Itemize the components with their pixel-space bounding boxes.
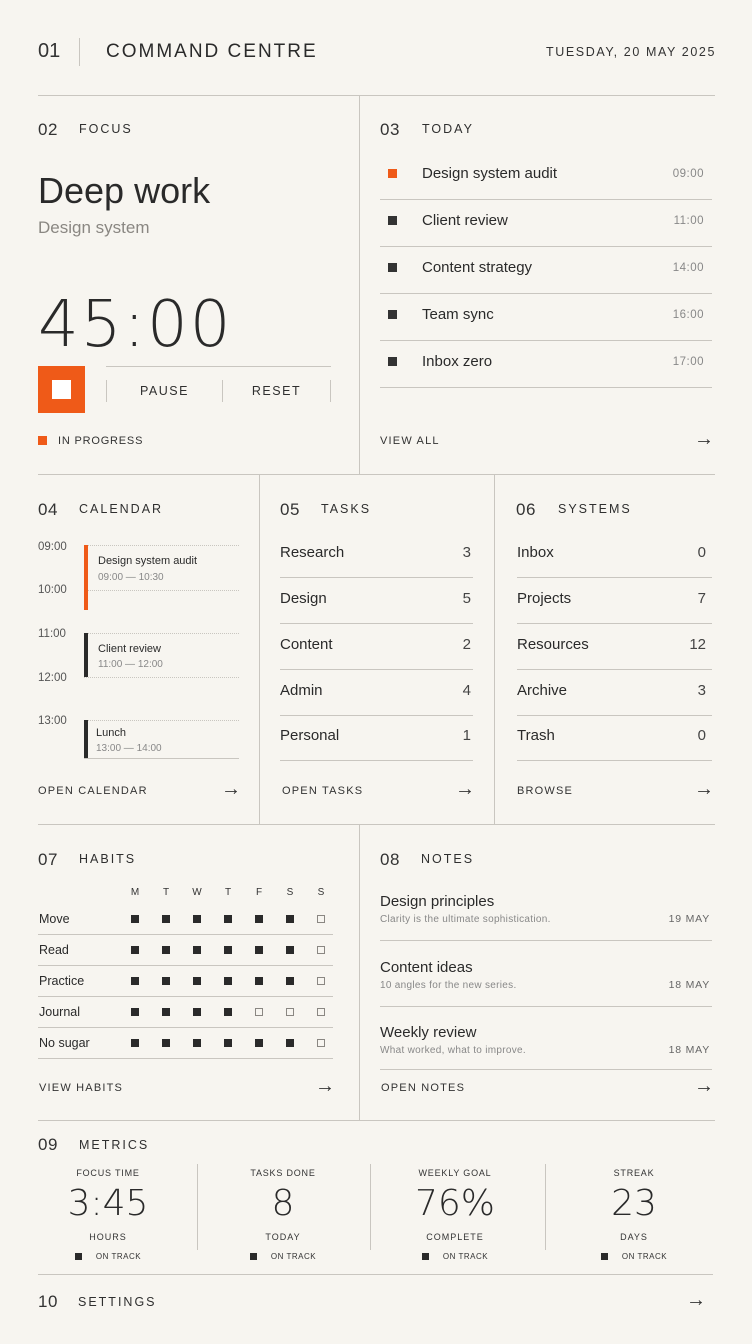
calendar-event-title: Lunch [96,727,126,739]
calendar-hour: 12:00 [38,672,67,684]
note-item[interactable] [380,959,712,1007]
metric-unit: HOURS [89,1232,127,1242]
settings-label[interactable]: SETTINGS [78,1295,157,1309]
note-snippet: What worked, what to improve. [380,1045,526,1056]
status-indicator [38,436,47,445]
metric-status [38,1252,178,1261]
active-marker-icon [388,169,397,178]
system-label: Inbox [517,544,554,561]
today-item-label: Client review [422,212,508,229]
habit-check-cell[interactable] [224,915,232,923]
metric-label: TASKS DONE [250,1168,316,1178]
habit-check-cell[interactable] [286,1039,294,1047]
system-label: Projects [517,590,572,607]
note-title: Weekly review [380,1024,477,1041]
today-item-time: 17:00 [672,356,704,368]
habit-check-cell[interactable] [131,915,139,923]
metric-status-label: ON TRACK [270,1252,317,1261]
open-tasks-link[interactable]: OPEN TASKS [282,785,364,797]
note-item[interactable] [380,1024,712,1070]
divider [545,1164,546,1250]
divider [330,380,331,402]
reset-button[interactable]: RESET [251,384,302,398]
habit-check-cell[interactable] [162,946,170,954]
metric-label: WEEKLY GOAL [418,1168,492,1178]
weekday-label: S [317,887,325,898]
hour-gridline [84,590,239,591]
system-count: 7 [697,590,706,607]
browse-link[interactable]: BROWSE [517,785,574,797]
calendar-hour: 09:00 [38,541,67,553]
today-item[interactable] [380,294,712,341]
metric-focus-time [38,1168,178,1261]
section-number: 02 [38,120,58,139]
system-label: Archive [517,682,568,699]
marker-icon [388,310,397,319]
metric-label: STREAK [613,1168,655,1178]
divider [38,1274,713,1275]
habit-check-cell[interactable] [131,1008,139,1016]
section-number: 04 [38,500,58,519]
focus-title: Deep work [38,170,211,211]
divider [38,474,715,475]
divider [259,475,260,824]
task-category-label: Design [280,590,327,607]
metric-value: 3:45 [67,1183,149,1224]
task-count: 5 [462,590,471,607]
task-category-row[interactable] [280,715,473,761]
today-item-label: Inbox zero [422,353,493,370]
section-number: 08 [380,850,400,869]
system-count: 3 [697,682,706,699]
today-item[interactable] [380,247,712,294]
system-row[interactable] [517,532,712,578]
weekday-label: F [255,887,263,898]
habit-check-cell[interactable] [255,946,263,954]
metric-status [564,1252,704,1261]
note-title: Content ideas [380,959,473,976]
section-number: 09 [38,1135,58,1154]
task-category-row[interactable] [280,578,473,624]
task-category-label: Personal [280,727,340,744]
habit-check-cell[interactable] [193,1008,201,1016]
arrow-right-icon[interactable]: → [315,1075,335,1097]
note-item[interactable] [380,893,712,941]
today-item-label: Design system audit [422,165,558,182]
arrow-right-icon[interactable]: → [694,778,714,800]
calendar-event-time: 13:00 — 14:00 [96,743,162,754]
task-category-row[interactable] [280,532,473,578]
habit-check-cell[interactable] [286,1008,294,1016]
habit-label: Journal [39,1005,80,1019]
section-number: 07 [38,850,58,869]
metric-status [385,1252,525,1261]
open-notes-link[interactable]: OPEN NOTES [381,1082,466,1094]
status-label: IN PROGRESS [58,435,144,447]
section-title: CALENDAR [79,502,164,516]
stop-icon [52,380,71,399]
note-snippet: Clarity is the ultimate sophistication. [380,914,551,925]
habit-check-cell[interactable] [162,1039,170,1047]
status-square-icon [601,1253,608,1260]
system-label: Resources [517,636,589,653]
section-title: NOTES [421,852,475,866]
status-square-icon [75,1253,82,1260]
weekday-label: M [130,887,140,898]
habit-check-cell[interactable] [193,977,201,985]
metric-value: 8 [271,1183,295,1224]
task-count: 1 [462,727,471,744]
hour-gridline [84,633,239,634]
habit-check-cell[interactable] [162,915,170,923]
divider [84,758,239,759]
divider [494,475,495,824]
today-item-time: 14:00 [672,262,704,274]
divider [106,366,331,367]
habit-check-cell[interactable] [131,1039,139,1047]
metric-status [213,1252,353,1261]
calendar-event-bar[interactable] [84,545,88,610]
metric-value: 76% [414,1183,495,1224]
today-item-label: Content strategy [422,259,533,276]
system-count: 12 [689,636,706,653]
calendar-hour: 13:00 [38,715,67,727]
habit-check-cell[interactable] [193,946,201,954]
page-title: COMMAND CENTRE [106,41,318,62]
habit-check-cell[interactable] [255,915,263,923]
divider [370,1164,371,1250]
arrow-right-icon[interactable]: → [694,428,714,450]
metric-unit: DAYS [620,1232,648,1242]
calendar-hour: 11:00 [38,628,66,640]
section-title: METRICS [79,1138,150,1152]
section-number: 03 [380,120,400,139]
marker-icon [388,357,397,366]
calendar-event-title: Design system audit [98,555,198,567]
system-row[interactable] [517,578,712,624]
section-number: 01 [38,40,61,62]
section-number: 06 [516,500,536,519]
hour-gridline [84,720,239,721]
divider [359,96,360,474]
habit-check-cell[interactable] [317,1039,325,1047]
note-date: 19 MAY [668,913,710,925]
today-item[interactable] [380,200,712,247]
metric-weekly-goal [385,1168,525,1261]
note-date: 18 MAY [668,979,710,991]
open-calendar-link[interactable]: OPEN CALENDAR [38,785,148,797]
status-square-icon [250,1253,257,1260]
habit-check-cell[interactable] [162,977,170,985]
habit-check-cell[interactable] [224,977,232,985]
stop-button[interactable] [38,366,85,413]
metric-label: FOCUS TIME [76,1168,140,1178]
system-count: 0 [697,544,706,561]
divider [79,38,80,66]
task-count: 4 [462,682,471,699]
habit-label: Practice [39,974,85,988]
metric-unit: TODAY [265,1232,301,1242]
calendar-event-title: Client review [98,643,161,655]
note-title: Design principles [380,893,495,910]
marker-icon [388,263,397,272]
habit-check-cell[interactable] [286,915,294,923]
calendar-event-time: 11:00 — 12:00 [98,659,163,670]
habit-check-cell[interactable] [317,946,325,954]
habit-label: No sugar [39,1036,90,1050]
today-item-time: 11:00 [673,215,704,227]
habit-check-cell[interactable] [224,946,232,954]
divider [38,1120,715,1121]
today-item-time: 16:00 [672,309,704,321]
system-row[interactable] [517,715,712,761]
habit-check-cell[interactable] [224,1008,232,1016]
arrow-right-icon[interactable]: → [694,1075,714,1097]
habit-check-cell[interactable] [286,946,294,954]
hour-gridline [84,545,239,546]
metric-unit: COMPLETE [426,1232,484,1242]
pause-button[interactable]: PAUSE [140,384,189,398]
task-category-label: Admin [280,682,323,699]
task-category-label: Research [280,544,345,561]
system-row[interactable] [517,670,712,716]
habit-check-cell[interactable] [224,1039,232,1047]
view-habits-link[interactable]: VIEW HABITS [39,1082,124,1094]
system-label: Trash [517,727,555,744]
habit-check-cell[interactable] [286,977,294,985]
marker-icon [388,216,397,225]
task-count: 3 [462,544,471,561]
metric-status-label: ON TRACK [442,1252,489,1261]
task-category-row[interactable] [280,670,473,716]
calendar-hour: 10:00 [38,584,67,596]
habit-check-cell[interactable] [317,1008,325,1016]
metric-status-label: ON TRACK [95,1252,142,1261]
habit-check-cell[interactable] [255,1039,263,1047]
metric-tasks-done [213,1168,353,1261]
system-count: 0 [697,727,706,744]
divider [197,1164,198,1250]
habit-check-cell[interactable] [317,977,325,985]
habit-check-cell[interactable] [255,977,263,985]
section-number: 05 [280,500,300,519]
today-item-time: 09:00 [672,168,704,180]
divider [38,824,715,825]
calendar-event-time: 09:00 — 10:30 [98,572,164,583]
habit-check-cell[interactable] [193,915,201,923]
habit-check-cell[interactable] [317,915,325,923]
today-item-label: Team sync [422,306,494,323]
habit-label: Read [39,943,69,957]
task-count: 2 [462,636,471,653]
calendar-event-bar[interactable] [84,720,88,758]
note-snippet: 10 angles for the new series. [380,980,517,991]
note-date: 18 MAY [668,1044,710,1056]
section-title: FOCUS [79,122,133,136]
section-title: SYSTEMS [558,502,632,516]
metric-streak [564,1168,704,1261]
habit-check-cell[interactable] [255,1008,263,1016]
today-item[interactable] [380,341,712,388]
arrow-right-icon[interactable]: → [686,1289,706,1311]
habit-check-cell[interactable] [131,977,139,985]
view-all-link[interactable]: VIEW ALL [380,435,440,447]
weekday-label: T [224,887,232,898]
task-category-row[interactable] [280,624,473,670]
today-item[interactable] [380,153,712,200]
arrow-right-icon[interactable]: → [221,778,241,800]
metric-status-label: ON TRACK [621,1252,668,1261]
hour-gridline [84,677,239,678]
focus-timer: 45:00 [38,288,233,362]
habit-label: Move [39,912,70,926]
calendar-event-bar[interactable] [84,633,88,677]
metric-value: 23 [611,1183,657,1224]
habit-check-cell[interactable] [193,1039,201,1047]
divider [359,825,360,1120]
habit-check-cell[interactable] [131,946,139,954]
weekday-label: W [192,887,202,898]
system-row[interactable] [517,624,712,670]
section-title: TODAY [422,122,474,136]
status-square-icon [422,1253,429,1260]
section-number: 10 [38,1292,58,1311]
weekday-label: T [162,887,170,898]
arrow-right-icon[interactable]: → [455,778,475,800]
section-title: TASKS [321,502,372,516]
divider [38,95,715,96]
current-date: TUESDAY, 20 MAY 2025 [545,45,716,59]
weekday-label: S [286,887,294,898]
section-title: HABITS [79,852,137,866]
habit-check-cell[interactable] [162,1008,170,1016]
task-category-label: Content [280,636,333,653]
focus-subtitle: Design system [38,218,150,237]
